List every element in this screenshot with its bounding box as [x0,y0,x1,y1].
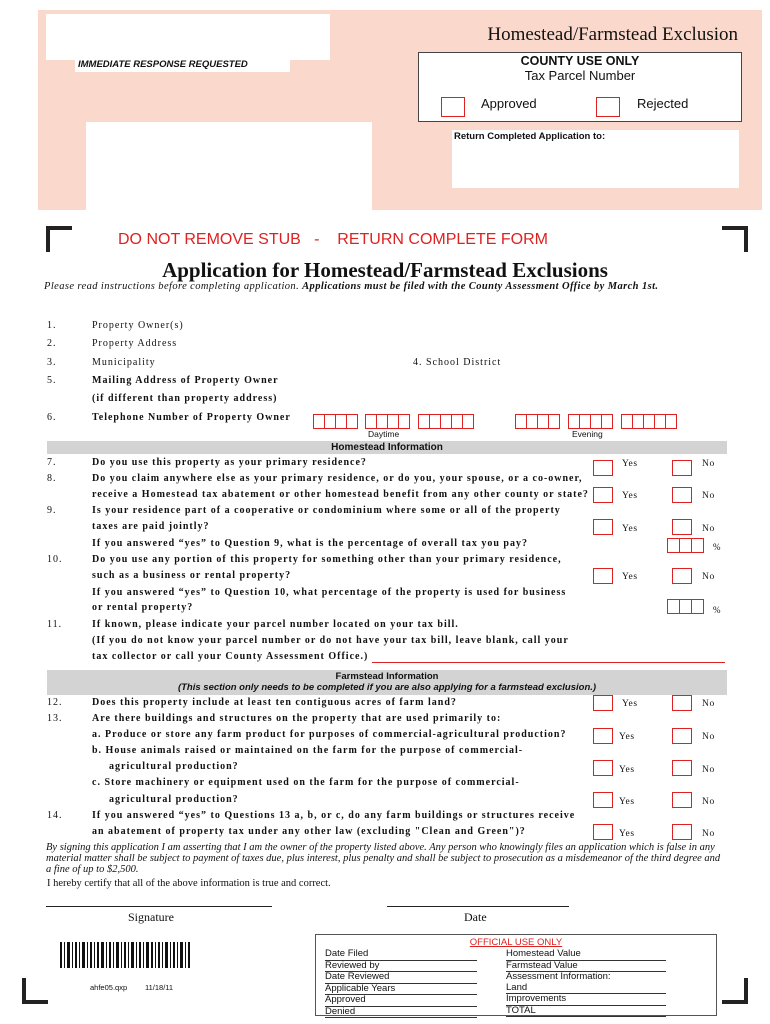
immediate-response-label: IMMEDIATE RESPONSE REQUESTED [75,58,290,72]
evening-label: Evening [572,429,603,439]
instructions [44,281,658,292]
q5-number: 5. [47,375,57,386]
page-title: Application for Homestead/Farmstead Exclusions [162,258,608,282]
q11-number: 11. [47,619,63,630]
q12-number: 12. [47,697,63,708]
stub-title: Homestead/Farmstead Exclusion [487,24,738,45]
q7-no-checkbox[interactable] [672,460,692,476]
parcel-number-line[interactable] [372,662,725,663]
q13-text: Are there buildings and structures on the property that are used primarily to: [92,713,502,724]
crop-mark [722,978,748,1004]
yes-label: Yes [619,829,635,839]
yes-label: Yes [622,572,638,582]
q12-text: Does this property include at least ten contiguous acres of farm land? [92,697,457,708]
improvements-field[interactable]: Improvements [506,994,666,1006]
signature-line[interactable] [46,906,272,907]
return-label: Return Completed Application to: [454,131,606,142]
approved-field[interactable]: Approved [325,995,477,1007]
reviewed-by-field[interactable]: Reviewed by [325,961,477,973]
q8-yes-checkbox[interactable] [593,487,613,503]
stub-notice: DO NOT REMOVE STUB - RETURN COMPLETE FORM [118,231,548,248]
telephone-label: Telephone Number of Property Owner [92,412,291,423]
official-use-box [315,934,717,1016]
date-filed-field[interactable]: Date Filed [325,949,477,961]
approved-checkbox[interactable] [441,97,465,117]
no-label: No [702,765,715,775]
percent-sign: % [713,605,721,615]
certification-statement: I hereby certify that all of the above information is true and correct. [47,878,331,889]
q6-number: 6. [47,412,57,423]
school-district-label: School District [426,357,502,368]
q9-number: 9. [47,505,57,516]
mailing-address-field[interactable]: Mailing Address of Property Owner [92,375,279,386]
legal-statement: By signing this application I am asserting that I am the owner of the property listed above. Any person who knowingly files an application which is false in any material matter shall be subject to payment of taxes due, plus interest, plus penalty and shall be subject to prosecution as a misdemeanor of the third degree and a fine of up to $2,500. [46,842,721,875]
daytime-area-code[interactable] [313,414,357,429]
farmstead-title: Farmstead Information [335,671,439,682]
q9-text: Is your residence part of a cooperative or condominium where some or all of the property [92,505,561,516]
date-line[interactable] [387,906,569,907]
q13a-text: a. Produce or store any farm product for purposes of commercial-agricultural production? [92,729,567,740]
q1-number: 1. [47,320,57,331]
q13a-no-checkbox[interactable] [672,728,692,744]
evening-line[interactable] [621,414,676,429]
property-owner-field[interactable]: Property Owner(s) [92,320,184,331]
property-address-field[interactable]: Property Address [92,338,178,349]
q9-no-checkbox[interactable] [672,519,692,535]
tax-parcel-label: Tax Parcel Number [524,68,636,83]
file-date: 11/18/11 [145,983,174,992]
q9-percentage-input[interactable] [667,538,703,553]
homestead-value-field[interactable]: Homestead Value [506,949,666,961]
q13b-text-cont: agricultural production? [109,761,239,772]
yes-label: Yes [619,732,635,742]
q3-number: 3. [47,357,57,368]
q7-number: 7. [47,457,57,468]
crop-mark [46,226,72,252]
instructions-plain: Please read instructions before completing application. [44,281,300,292]
q12-yes-checkbox[interactable] [593,695,613,711]
q10-text-cont: such as a business or rental property? [92,570,292,581]
evening-prefix[interactable] [568,414,612,429]
q10-yes-checkbox[interactable] [593,568,613,584]
municipality-field[interactable]: Municipality [92,357,156,368]
official-right-column [506,949,666,1017]
q9-yes-checkbox[interactable] [593,519,613,535]
q14-number: 14. [47,810,63,821]
daytime-line[interactable] [418,414,473,429]
official-use-title: OFFICIAL USE ONLY [469,937,563,948]
daytime-label: Daytime [368,429,400,439]
farmstead-subtitle: (This section only needs to be completed if you are also applying for a farmstead exclusion.) [177,682,597,693]
yes-label: Yes [622,459,638,469]
q13c-text: c. Store machinery or equipment used on the farm for the purpose of commercial- [92,777,520,788]
q10-no-checkbox[interactable] [672,568,692,584]
q14-yes-checkbox[interactable] [593,824,613,840]
no-label: No [702,797,715,807]
official-left-column [325,949,485,1018]
crop-mark [722,226,748,252]
farmstead-value-field[interactable]: Farmstead Value [506,961,666,973]
rejected-label: Rejected [637,96,689,111]
q13b-no-checkbox[interactable] [672,760,692,776]
q2-number: 2. [47,338,57,349]
q13c-text-cont: agricultural production? [109,794,239,805]
q14-no-checkbox[interactable] [672,824,692,840]
no-label: No [702,732,715,742]
no-label: No [702,829,715,839]
q13c-yes-checkbox[interactable] [593,792,613,808]
assessment-info-label: Assessment Information: [506,971,611,982]
q7-yes-checkbox[interactable] [593,460,613,476]
yes-label: Yes [622,524,638,534]
no-label: No [702,491,715,501]
q9-text-cont: taxes are paid jointly? [92,521,210,532]
q10-percentage-input[interactable] [667,599,703,614]
address-window [46,14,330,60]
q10-text: Do you use any portion of this property for something other than your primary residence, [92,554,562,565]
q13c-no-checkbox[interactable] [672,792,692,808]
q11-text-cont: (If you do not know your parcel number or do not have your tax bill, leave blank, call your [92,635,569,646]
q10-followup: If you answered “yes” to Question 10, what percentage of the property is used for business [92,587,567,598]
county-use-title: COUNTY USE ONLY [520,54,640,68]
barcode [60,942,190,968]
county-use-box [418,52,742,122]
homestead-header: Homestead Information [47,441,727,454]
instructions-deadline: Applications must be filed with the County Assessment Office by March 1st. [302,281,659,292]
daytime-prefix[interactable] [365,414,409,429]
q13b-text: b. House animals raised or maintained on the farm for the purpose of commercial- [92,745,524,756]
yes-label: Yes [622,699,638,709]
land-field[interactable]: Land [506,983,666,995]
applicable-years-field[interactable]: Applicable Years [325,984,477,996]
q4-number: 4. [413,357,423,368]
q11-text: If known, please indicate your parcel number located on your tax bill. [92,619,459,630]
school-district-field[interactable] [413,357,501,368]
q10-followup-cont: or rental property? [92,602,194,613]
yes-label: Yes [622,491,638,501]
mailing-window [86,122,372,210]
file-name: ahfe05.qxp [90,983,128,992]
farmstead-header [47,670,727,695]
no-label: No [702,459,715,469]
yes-label: Yes [619,765,635,775]
total-field[interactable]: TOTAL [506,1006,666,1018]
yes-label: Yes [619,797,635,807]
approved-label: Approved [481,96,537,111]
no-label: No [702,572,715,582]
no-label: No [702,524,715,534]
signature-label: Signature [128,910,174,924]
percent-sign: % [713,542,721,552]
no-label: No [702,699,715,709]
q14-text-cont: an abatement of property tax under any other law (excluding "Clean and Green")? [92,826,526,837]
evening-area-code[interactable] [515,414,559,429]
q12-no-checkbox[interactable] [672,695,692,711]
mailing-address-note: (if different than property address) [92,393,278,404]
q13b-yes-checkbox[interactable] [593,760,613,776]
crop-mark [22,978,48,1004]
q13-number: 13. [47,713,63,724]
date-label: Date [464,910,487,924]
q14-text: If you answered “yes” to Questions 13 a, b, or c, do any farm buildings or structures receive [92,810,576,821]
q7-text: Do you use this property as your primary residence? [92,457,367,468]
q8-text-cont: receive a Homestead tax abatement or other homestead benefit from any other county or state? [92,489,589,500]
q13a-yes-checkbox[interactable] [593,728,613,744]
q9-followup: If you answered “yes” to Question 9, what is the percentage of overall tax you pay? [92,538,528,549]
denied-field[interactable]: Denied [325,1007,477,1019]
q8-number: 8. [47,473,57,484]
q8-text: Do you claim anywhere else as your primary residence, or do you, your spouse, or a co-owner, [92,473,583,484]
q11-text-cont2: tax collector or call your County Assessment Office.) [92,651,369,662]
q10-number: 10. [47,554,63,565]
rejected-checkbox[interactable] [596,97,620,117]
date-reviewed-field[interactable]: Date Reviewed [325,972,477,984]
q8-no-checkbox[interactable] [672,487,692,503]
